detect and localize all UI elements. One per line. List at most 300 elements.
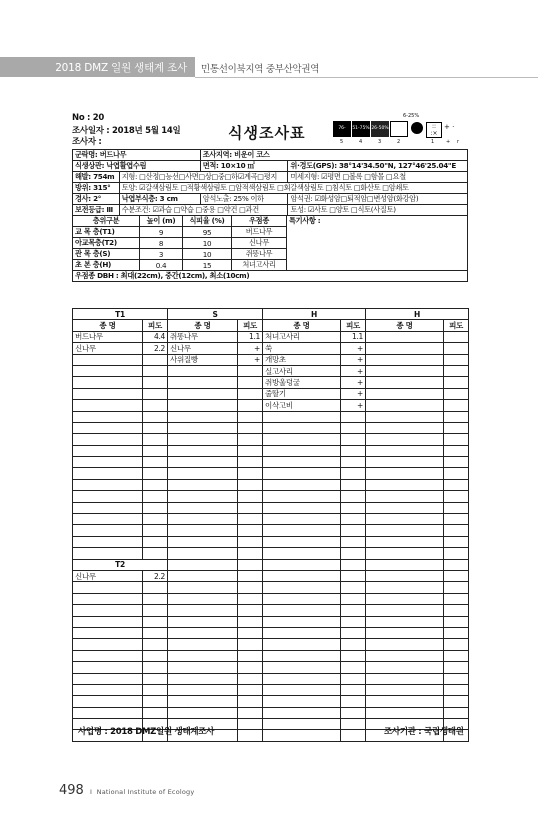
species-cover: 1.1 bbox=[341, 331, 366, 342]
page-separator: I bbox=[90, 788, 93, 796]
species-name bbox=[73, 377, 143, 388]
empty-cell bbox=[341, 491, 366, 502]
empty-cell bbox=[238, 434, 263, 445]
empty-cell bbox=[168, 502, 238, 513]
empty-cell bbox=[143, 422, 168, 433]
species-name: 쑥 bbox=[263, 343, 341, 354]
species-name bbox=[73, 354, 143, 365]
empty-cell bbox=[143, 582, 168, 593]
empty-cell bbox=[341, 650, 366, 661]
empty-cell bbox=[341, 514, 366, 525]
species-name bbox=[366, 365, 444, 376]
cover-box-4 bbox=[390, 121, 408, 137]
empty-cell bbox=[341, 696, 366, 707]
empty-cell bbox=[263, 673, 341, 684]
empty-cell bbox=[366, 411, 444, 422]
species-cover bbox=[444, 331, 469, 342]
empty-cell bbox=[366, 673, 444, 684]
empty-cell bbox=[444, 525, 469, 536]
empty-cell bbox=[263, 514, 341, 525]
empty-cell bbox=[143, 650, 168, 661]
empty-cell bbox=[168, 593, 238, 604]
empty-cell bbox=[168, 422, 238, 433]
empty-cell bbox=[444, 422, 469, 433]
empty-cell bbox=[168, 570, 238, 581]
empty-cell bbox=[341, 707, 366, 718]
col-species: 종 명 bbox=[263, 320, 341, 331]
empty-cell bbox=[366, 434, 444, 445]
empty-cell bbox=[168, 525, 238, 536]
strata-col-layer: 층위구분 bbox=[73, 216, 140, 227]
species-row bbox=[73, 627, 469, 638]
empty-cell bbox=[341, 502, 366, 513]
species-rows bbox=[73, 331, 469, 559]
cover-box-2: 51-75% bbox=[352, 121, 370, 137]
layer-header-t1: T1 bbox=[73, 309, 168, 320]
species-row bbox=[73, 457, 469, 468]
empty-cell bbox=[444, 639, 469, 650]
species-row bbox=[73, 502, 469, 513]
empty-cell bbox=[168, 411, 238, 422]
species-row bbox=[73, 582, 469, 593]
empty-cell bbox=[366, 605, 444, 616]
empty-cell bbox=[143, 673, 168, 684]
strata-col-height: 높이 (m) bbox=[140, 216, 183, 227]
empty-cell bbox=[168, 650, 238, 661]
empty-cell bbox=[263, 525, 341, 536]
empty-cell bbox=[263, 696, 341, 707]
species-row bbox=[73, 639, 469, 650]
species-cover: + bbox=[341, 388, 366, 399]
species-row bbox=[73, 400, 469, 411]
species-cover bbox=[143, 354, 168, 365]
cover-small-label: 6-25% bbox=[403, 113, 420, 119]
cover-num-4: 4 bbox=[359, 139, 363, 145]
page-source bbox=[90, 788, 194, 796]
empty-cell bbox=[263, 502, 341, 513]
empty-cell bbox=[73, 627, 143, 638]
cover-symbol-grid-icon: :: :× bbox=[426, 122, 442, 138]
empty-cell bbox=[238, 457, 263, 468]
empty-cell bbox=[238, 525, 263, 536]
empty-cell bbox=[341, 457, 366, 468]
empty-cell bbox=[366, 525, 444, 536]
empty-cell bbox=[73, 536, 143, 547]
empty-cell bbox=[143, 479, 168, 490]
species-name bbox=[73, 388, 143, 399]
species-name: 쥐방울덩굴 bbox=[263, 377, 341, 388]
strata-cover: 95 bbox=[183, 227, 232, 238]
empty-cell bbox=[444, 468, 469, 479]
empty-cell bbox=[263, 582, 341, 593]
species-name bbox=[366, 377, 444, 388]
empty-cell bbox=[366, 662, 444, 673]
moisture-condition: 수분조건: ☑과습 □약습 □중용 □약건 □과건 bbox=[119, 205, 288, 216]
empty-cell bbox=[238, 673, 263, 684]
empty-cell bbox=[263, 719, 341, 730]
empty-cell bbox=[73, 468, 143, 479]
species-name bbox=[168, 388, 238, 399]
habitat-type: 식생상관: 낙엽활엽수림 bbox=[73, 161, 201, 172]
species-name bbox=[366, 400, 444, 411]
species-row bbox=[73, 365, 469, 376]
strata-layer: 아교목층(T2) bbox=[73, 238, 140, 249]
empty-cell bbox=[263, 639, 341, 650]
empty-cell bbox=[341, 639, 366, 650]
col-cover: 피도 bbox=[238, 320, 263, 331]
empty-cell bbox=[238, 514, 263, 525]
empty-cell bbox=[143, 457, 168, 468]
strata-table bbox=[72, 215, 468, 282]
strata-cover: 15 bbox=[183, 260, 232, 271]
cover-num-plus: + bbox=[446, 139, 451, 145]
species-row bbox=[73, 684, 469, 695]
empty-cell bbox=[341, 719, 366, 730]
empty-cell bbox=[73, 491, 143, 502]
empty-cell bbox=[341, 593, 366, 604]
species-cover bbox=[444, 400, 469, 411]
species-row bbox=[73, 434, 469, 445]
strata-height: 9 bbox=[140, 227, 183, 238]
empty-cell bbox=[238, 707, 263, 718]
empty-cell bbox=[143, 525, 168, 536]
empty-cell bbox=[263, 570, 341, 581]
empty-cell bbox=[168, 684, 238, 695]
empty-cell bbox=[263, 536, 341, 547]
plot-size: 면적: 10×10 ㎡ bbox=[200, 161, 288, 172]
empty-cell bbox=[444, 502, 469, 513]
species-cover bbox=[444, 343, 469, 354]
strata-col-cover: 식피율 (%) bbox=[183, 216, 232, 227]
empty-cell bbox=[263, 548, 341, 559]
empty-cell bbox=[143, 514, 168, 525]
empty-cell bbox=[73, 593, 143, 604]
empty-cell bbox=[444, 684, 469, 695]
t2-species-rows bbox=[73, 570, 469, 741]
col-cover: 피도 bbox=[444, 320, 469, 331]
empty-cell bbox=[444, 548, 469, 559]
empty-cell bbox=[168, 491, 238, 502]
species-row bbox=[73, 696, 469, 707]
empty-cell bbox=[238, 411, 263, 422]
survey-agency: 조사기관 : 국립생태원 bbox=[384, 727, 464, 737]
species-row bbox=[73, 468, 469, 479]
empty-cell bbox=[444, 514, 469, 525]
page-source-text: National Institute of Ecology bbox=[96, 788, 195, 796]
empty-cell bbox=[444, 434, 469, 445]
empty-cell bbox=[366, 639, 444, 650]
empty-cell bbox=[238, 696, 263, 707]
empty-cell bbox=[263, 411, 341, 422]
empty-cell bbox=[73, 582, 143, 593]
species-name: 버드나무 bbox=[73, 331, 143, 342]
species-name bbox=[73, 400, 143, 411]
empty-cell bbox=[444, 457, 469, 468]
species-name bbox=[168, 377, 238, 388]
empty-cell bbox=[168, 457, 238, 468]
empty-cell bbox=[238, 616, 263, 627]
project-name: 사업명 : 2018 DMZ일원 생태계조사 bbox=[78, 727, 215, 737]
empty-cell bbox=[73, 696, 143, 707]
empty-cell bbox=[341, 730, 366, 741]
strata-height: 0.4 bbox=[140, 260, 183, 271]
cover-symbol-plus-icon: + · bbox=[444, 123, 455, 131]
species-row bbox=[73, 491, 469, 502]
empty-cell bbox=[73, 639, 143, 650]
empty-cell bbox=[143, 662, 168, 673]
layer-header-t2: T2 bbox=[73, 559, 168, 570]
empty-cell bbox=[238, 684, 263, 695]
empty-cell bbox=[168, 445, 238, 456]
empty-cell bbox=[168, 696, 238, 707]
survey-area: 조사지역: 비운이 코스 bbox=[200, 150, 467, 161]
empty-cell bbox=[444, 662, 469, 673]
species-name bbox=[168, 400, 238, 411]
empty-cell bbox=[341, 468, 366, 479]
species-cover: + bbox=[238, 343, 263, 354]
empty-cell bbox=[263, 707, 341, 718]
empty-cell bbox=[238, 719, 263, 730]
species-cover bbox=[143, 377, 168, 388]
empty-cell bbox=[73, 605, 143, 616]
species-name: 개망초 bbox=[263, 354, 341, 365]
empty-cell bbox=[341, 673, 366, 684]
species-name bbox=[168, 365, 238, 376]
species-row bbox=[73, 331, 469, 342]
strata-dominant: 쥐똥나무 bbox=[232, 249, 287, 260]
empty-cell bbox=[366, 548, 444, 559]
empty-cell bbox=[143, 707, 168, 718]
empty-cell bbox=[73, 434, 143, 445]
empty-cell bbox=[168, 479, 238, 490]
empty-cell bbox=[341, 536, 366, 547]
species-cover: + bbox=[341, 343, 366, 354]
layer-header-s: S bbox=[168, 309, 263, 320]
empty-cell bbox=[341, 616, 366, 627]
col-species: 종 명 bbox=[168, 320, 238, 331]
empty-cell bbox=[238, 479, 263, 490]
empty-cell bbox=[143, 491, 168, 502]
species-cover: + bbox=[341, 354, 366, 365]
empty-cell bbox=[73, 457, 143, 468]
species-cover: + bbox=[341, 400, 366, 411]
empty-cell bbox=[73, 411, 143, 422]
conservation-grade: 보전등급: Ⅲ bbox=[73, 205, 120, 216]
parent-rock: 암석권: ☑화성암□퇴적암□변성암(화강암) bbox=[288, 194, 468, 205]
empty-cell bbox=[341, 548, 366, 559]
empty-cell bbox=[168, 616, 238, 627]
rock-exposure: 암석노출: 25% 이하 bbox=[200, 194, 288, 205]
empty-cell bbox=[143, 536, 168, 547]
cover-num-1: 1 bbox=[431, 139, 435, 145]
species-row bbox=[73, 525, 469, 536]
survey-number: No : 20 bbox=[72, 113, 104, 123]
empty-cell bbox=[238, 730, 263, 741]
empty-cell bbox=[143, 639, 168, 650]
species-row bbox=[73, 650, 469, 661]
species-name: 신나무 bbox=[73, 570, 143, 581]
header-region: 민통선이북지역 중부산악권역 bbox=[201, 64, 320, 75]
species-table bbox=[72, 308, 469, 742]
strata-cover: 10 bbox=[183, 249, 232, 260]
strata-layer: 관 목 층(S) bbox=[73, 249, 140, 260]
species-name bbox=[366, 388, 444, 399]
species-name bbox=[366, 343, 444, 354]
empty-cell bbox=[444, 650, 469, 661]
species-name: 줄딸기 bbox=[263, 388, 341, 399]
col-species: 종 명 bbox=[73, 320, 143, 331]
empty-cell bbox=[263, 457, 341, 468]
empty-cell bbox=[143, 434, 168, 445]
empty-cell bbox=[444, 605, 469, 616]
species-row bbox=[73, 605, 469, 616]
empty-cell bbox=[73, 673, 143, 684]
special-notes: 특기사항 : bbox=[287, 216, 468, 271]
altitude: 해발: 754m bbox=[73, 172, 120, 183]
strata-col-dominant: 우점종 bbox=[232, 216, 287, 227]
empty-cell bbox=[366, 696, 444, 707]
empty-cell bbox=[238, 650, 263, 661]
empty-cell bbox=[444, 673, 469, 684]
empty-cell bbox=[444, 411, 469, 422]
cover-num-3: 3 bbox=[378, 139, 382, 145]
empty-cell bbox=[263, 605, 341, 616]
empty-cell bbox=[444, 445, 469, 456]
empty-cell bbox=[444, 593, 469, 604]
empty-cell bbox=[366, 593, 444, 604]
species-cover bbox=[143, 388, 168, 399]
empty-cell bbox=[238, 662, 263, 673]
cover-box-1: 76- bbox=[333, 121, 351, 137]
empty-cell bbox=[168, 434, 238, 445]
empty-cell bbox=[444, 582, 469, 593]
species-row bbox=[73, 593, 469, 604]
empty-cell bbox=[73, 514, 143, 525]
aspect: 방위: 315° bbox=[73, 183, 120, 194]
empty-cell bbox=[143, 502, 168, 513]
soil-texture: 토성: ☑사토 □양토 □식토(사질토) bbox=[288, 205, 468, 216]
strata-dominant: 처녀고사리 bbox=[232, 260, 287, 271]
species-cover bbox=[444, 388, 469, 399]
empty-cell bbox=[263, 422, 341, 433]
empty-cell bbox=[168, 627, 238, 638]
empty-cell bbox=[73, 422, 143, 433]
empty-cell bbox=[366, 502, 444, 513]
strata-height: 8 bbox=[140, 238, 183, 249]
empty-cell bbox=[341, 411, 366, 422]
species-row bbox=[73, 673, 469, 684]
species-name: 처녀고사리 bbox=[263, 331, 341, 342]
layer-header-h1: H bbox=[263, 309, 366, 320]
soil-type: 토양: ☑갈색삼림토 □적황색삼림토 □암적색삼림토 □회갈색삼림토 □침식토 □화산토 □암쇄토 bbox=[119, 183, 467, 194]
species-row bbox=[73, 354, 469, 365]
species-name bbox=[366, 331, 444, 342]
empty-cell bbox=[143, 468, 168, 479]
species-cover bbox=[238, 388, 263, 399]
empty-cell bbox=[73, 707, 143, 718]
strata-height: 3 bbox=[140, 249, 183, 260]
species-name: 실고사리 bbox=[263, 365, 341, 376]
empty-cell bbox=[73, 684, 143, 695]
empty-cell bbox=[143, 696, 168, 707]
empty-cell bbox=[168, 468, 238, 479]
empty-cell bbox=[341, 445, 366, 456]
empty-cell bbox=[444, 479, 469, 490]
terrain: 지형: □산정□능선□사면□상□중□하☑계곡□평지 bbox=[119, 172, 288, 183]
empty-cell bbox=[168, 582, 238, 593]
micro-terrain: 미세지형: ☑평면 □볼록 □함몰 □요철 bbox=[288, 172, 468, 183]
empty-cell bbox=[366, 479, 444, 490]
empty-cell bbox=[263, 684, 341, 695]
community-name: 군락명: 버드나무 bbox=[73, 150, 201, 161]
empty-cell bbox=[366, 570, 444, 581]
species-row bbox=[73, 411, 469, 422]
slope: 경사: 2° bbox=[73, 194, 120, 205]
empty-cell bbox=[238, 445, 263, 456]
species-cover: + bbox=[341, 365, 366, 376]
empty-cell bbox=[263, 616, 341, 627]
species-cover: + bbox=[238, 354, 263, 365]
empty-cell bbox=[168, 536, 238, 547]
empty-cell bbox=[73, 548, 143, 559]
species-cover: 4.4 bbox=[143, 331, 168, 342]
empty-cell bbox=[238, 593, 263, 604]
strata-layer: 초 본 층(H) bbox=[73, 260, 140, 271]
empty-cell bbox=[238, 582, 263, 593]
empty-cell bbox=[168, 639, 238, 650]
empty-cell bbox=[444, 536, 469, 547]
empty-cell bbox=[238, 536, 263, 547]
empty-cell bbox=[444, 570, 469, 581]
species-name: 사위질빵 bbox=[168, 354, 238, 365]
empty-cell bbox=[341, 662, 366, 673]
header-band bbox=[0, 57, 195, 77]
empty-cell bbox=[238, 468, 263, 479]
empty-cell bbox=[238, 627, 263, 638]
empty-cell bbox=[341, 684, 366, 695]
empty-cell bbox=[143, 411, 168, 422]
species-name: 쥐똥나무 bbox=[168, 331, 238, 342]
empty-cell bbox=[444, 696, 469, 707]
empty-cell bbox=[263, 491, 341, 502]
species-name bbox=[366, 354, 444, 365]
species-cover: 2.2 bbox=[143, 570, 168, 581]
empty-cell bbox=[73, 662, 143, 673]
empty-cell bbox=[238, 491, 263, 502]
empty-cell bbox=[73, 616, 143, 627]
empty-cell bbox=[238, 502, 263, 513]
cover-num-2: 2 bbox=[397, 139, 401, 145]
empty-cell bbox=[238, 639, 263, 650]
site-info-table bbox=[72, 149, 468, 216]
cover-symbol-dot-icon bbox=[411, 122, 423, 134]
empty-cell bbox=[366, 707, 444, 718]
species-cover bbox=[143, 365, 168, 376]
empty-cell bbox=[341, 422, 366, 433]
empty-cell bbox=[143, 593, 168, 604]
empty-cell bbox=[341, 605, 366, 616]
empty-cell bbox=[366, 536, 444, 547]
empty-cell bbox=[366, 468, 444, 479]
species-cover: + bbox=[341, 377, 366, 388]
empty-cell bbox=[366, 457, 444, 468]
species-name bbox=[73, 365, 143, 376]
empty-cell bbox=[444, 627, 469, 638]
species-row bbox=[73, 514, 469, 525]
form-title: 식생조사표 bbox=[228, 124, 306, 142]
gps-coordinates: 위·경도(GPS): 38°14'34.50"N, 127°46'25.04"E bbox=[288, 161, 468, 172]
empty-cell bbox=[444, 491, 469, 502]
